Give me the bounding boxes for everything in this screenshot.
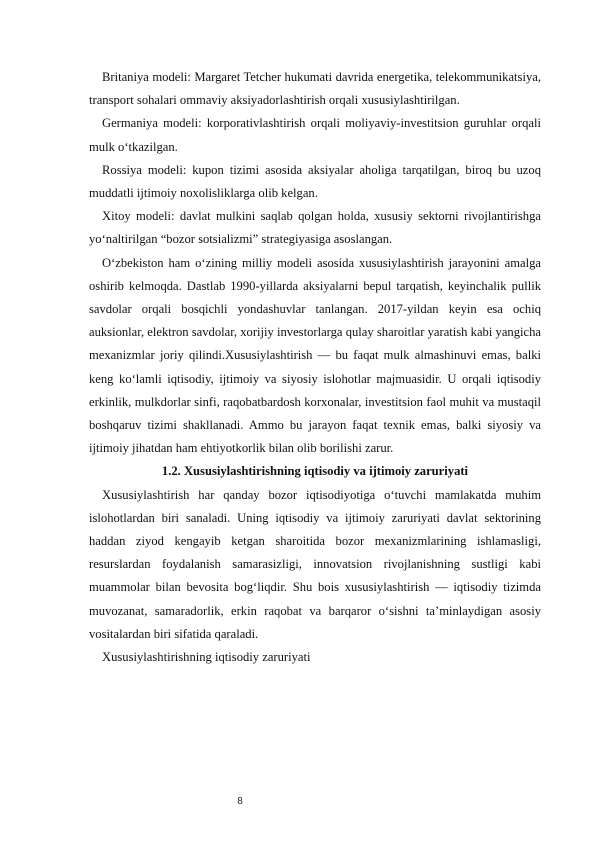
- body-text: [89, 66, 541, 669]
- paragraph-china-model: Xitoy modeli: davlat mulkini saqlab qolgan holda, xususiy sektorni rivojlantirishga yo‘naltirilgan “bozor sotsializmi” strategiyasiga asoslangan.: [89, 209, 541, 247]
- paragraph-uzbekistan-model: O‘zbekiston ham o‘zining milliy modeli asosida xususiylashtirish jarayonini amalga oshirib kelmoqda. Dastlab 1990-yillarda aksiyalarni bepul tarqatish, keyinchalik pullik savdolar orqali bosqichli yondashuvlar tanlangan. 2017-yildan keyin esa ochiq auksionlar, elektron savdolar, xorijiy investorlarga qulay sharoitlar yaratish kabi yangicha mexanizmlar joriy qilindi.Xususiylashtirish — bu faqat mulk almashinuvi emas, balki keng ko‘lamli iqtisodiy, ijtimoiy va siyosiy islohotlar majmuasidir. U orqali iqtisodiy erkinlik, mulkdorlar sinfi, raqobatbardosh korxonalar, investitsion faol muhit va mustaqil boshqaruv tizimi shakllanadi. Ammo bu jarayon faqat texnik emas, balki siyosiy va ijtimoiy jihatdan ham ehtiyotkorlik bilan olib borilishi zarur.: [89, 255, 541, 456]
- paragraph-germany-model: Germaniya modeli: korporativlashtirish orqali moliyaviy-investitsion guruhlar orqali mulk o‘tkazilgan.: [89, 116, 541, 154]
- paragraph-privatization-necessity: Xususiylashtirish har qanday bozor iqtisodiyotiga o‘tuvchi mamlakatda muhim islohotlardan biri sanaladi. Uning iqtisodiy va ijtimoiy zaruriyati davlat sektorining haddan ziyod kengayib ketgan sharoitida bozor mexanizmlarining ishlamasligi, resurslardan foydalanish samarasizligi, innovatsion rivojlanishning sustligi kabi muammolar bilan bevosita bog‘liqdir. Shu bois xususiylashtirish — iqtisodiy tizimda muvozanat, samaradorlik, erkin raqobat va barqaror o‘sishni ta’minlaydigan asosiy vositalardan biri sifatida qaraladi.: [89, 487, 541, 641]
- paragraph-economic-necessity-title: Xususiylashtirishning iqtisodiy zaruriyati: [102, 650, 311, 665]
- paragraph-russia-model: Rossiya modeli: kupon tizimi asosida aksiyalar aholiga tarqatilgan, biroq bu uzoq muddatli ijtimoiy noxolisliklarga olib kelgan.: [89, 162, 541, 201]
- page-number: 8: [237, 796, 243, 807]
- paragraph-britain-model: Britaniya modeli: Margaret Tetcher hukumati davrida energetika, telekommunikatsiya, transport sohalari ommaviy aksiyadorlashtirish orqali xususiylashtirilgan.: [89, 70, 541, 108]
- section-heading: 1.2. Xususiylashtirishning iqtisodiy va ijtimoiy zaruriyati: [161, 464, 469, 479]
